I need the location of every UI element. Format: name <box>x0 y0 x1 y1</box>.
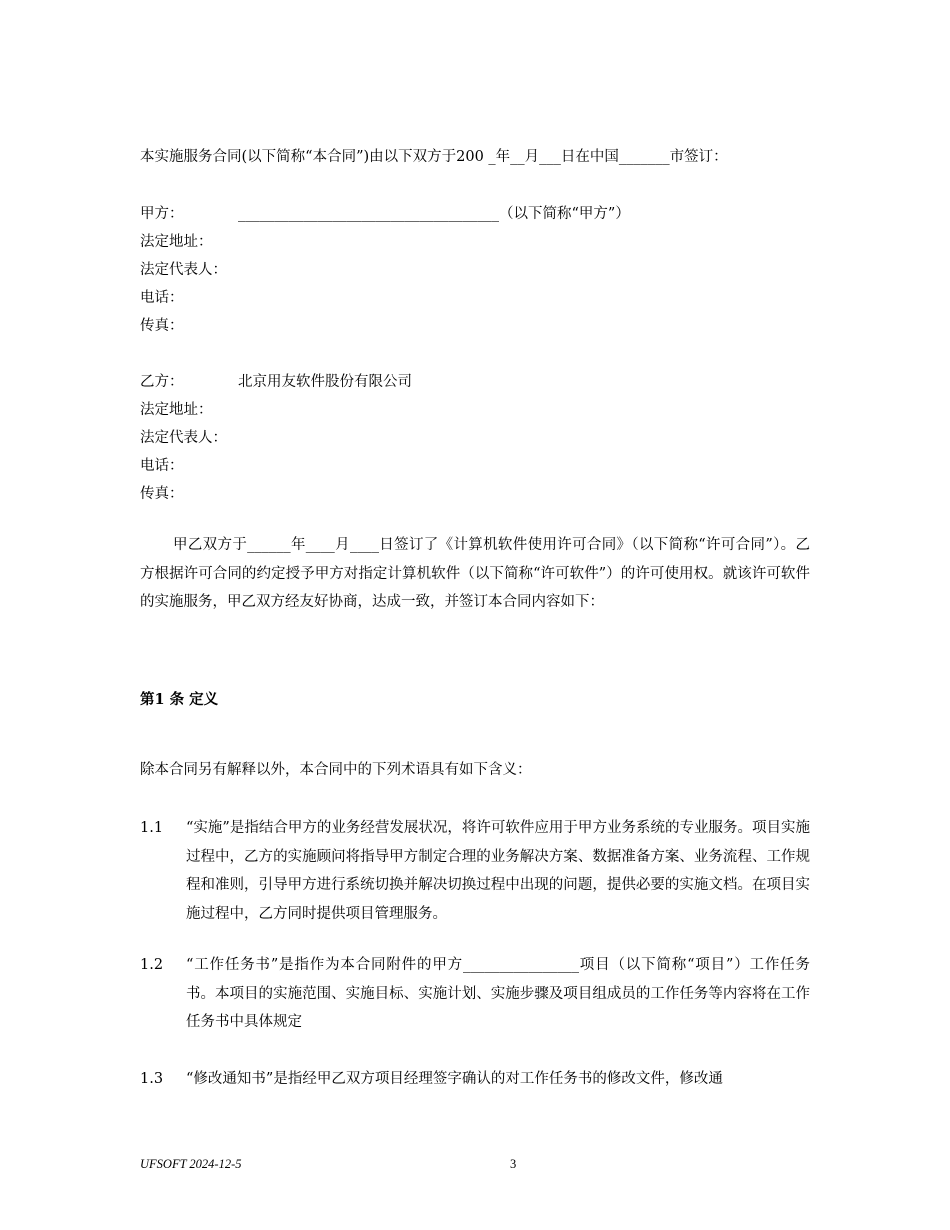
party-b-phone: 电话： <box>140 458 184 474</box>
item-1-1-text: “实施”是指结合甲方的业务经营发展状况，将许可软件应用于甲方业务系统的专业服务。项目实施过程中，乙方的实施顾问将指导甲方制定合理的业务解决方案、数据准备方案、业务流程、工作规程和准则，引导甲方进行系统切换并解决切换过程中出现的问题，提供必要的实施文档。在项目实施过程中，乙方同时提供项目管理服务。 <box>186 820 810 922</box>
party-a-address: 法定地址： <box>140 234 213 250</box>
party-b-representative: 法定代表人： <box>140 430 227 446</box>
party-a-label: 甲方： <box>140 206 184 222</box>
item-1-3-text: “修改通知书”是指经甲乙双方项目经理签字确认的对工作任务书的修改文件，修改通 <box>186 1071 723 1087</box>
section-1-intro: 除本合同另有解释以外，本合同中的下列术语具有如下含义： <box>140 762 532 778</box>
section-1-heading: 第1 条 定义 <box>140 691 219 708</box>
page-number: 3 <box>510 1157 517 1171</box>
preamble-paragraph: 甲乙双方于______年____月____日签订了《计算机软件使用许可合同》（以下简称“许可合同”）。乙方根据许可合同的约定授予甲方对指定计算机软件（以下简称“许可软件”）的许可使用权。就该许可软件的实施服务，甲乙双方经友好协商，达成一致，并签订本合同内容如下： <box>140 537 810 610</box>
party-b-value: 北京用友软件股份有限公司 <box>238 374 412 390</box>
party-b-address: 法定地址： <box>140 402 213 418</box>
party-a-fax: 传真： <box>140 318 184 334</box>
party-b-fax: 传真： <box>140 486 184 502</box>
footer-label: UFSOFT 2024-12-5 <box>140 1157 242 1171</box>
item-1-1-number: 1.1 <box>140 820 164 836</box>
party-a-phone: 电话： <box>140 290 184 306</box>
party-b-label: 乙方： <box>140 374 184 390</box>
contract-intro: 本实施服务合同(以下简称“本合同”)由以下双方于200 _年__月___日在中国_______市签订： <box>140 149 728 165</box>
item-1-3-number: 1.3 <box>140 1071 164 1087</box>
party-a-value: ____________________________________（以下简称“甲方”） <box>238 206 630 222</box>
item-1-2-text: “工作任务书”是指作为本合同附件的甲方________________项目（以下简称“项目”）工作任务书。本项目的实施范围、实施目标、实施计划、实施步骤及项目组成员的工作任务等内容将在工作任务书中具体规定 <box>186 957 810 1030</box>
item-1-2-number: 1.2 <box>140 957 164 973</box>
party-a-representative: 法定代表人： <box>140 262 227 278</box>
